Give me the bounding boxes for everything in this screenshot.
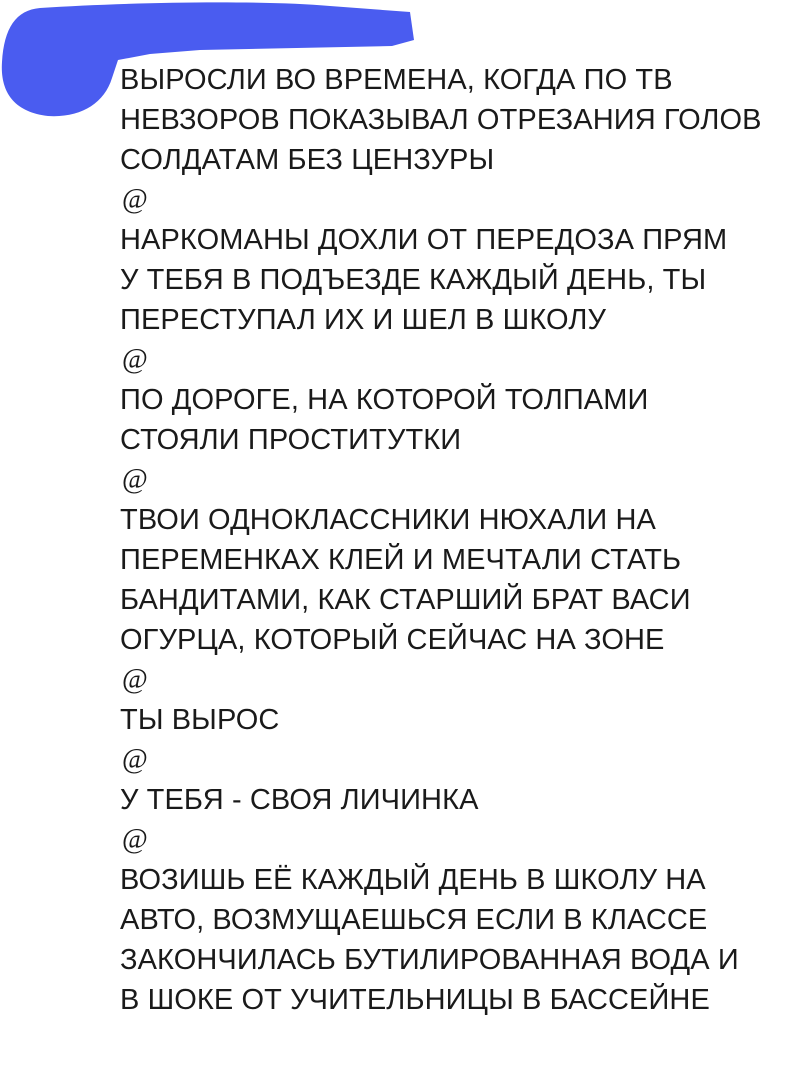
at-separator: @ [122, 744, 148, 775]
post-line: ПО ДОРОГЕ, НА КОТОРОЙ ТОЛПАМИ [120, 384, 649, 416]
post-line: ВЫРОСЛИ ВО ВРЕМЕНА, КОГДА ПО ТВ [120, 64, 673, 96]
post-line: СОЛДАТАМ БЕЗ ЦЕНЗУРЫ [120, 144, 495, 176]
post-line: ПЕРЕСТУПАЛ ИХ И ШЕЛ В ШКОЛУ [120, 304, 606, 336]
post-line: АВТО, ВОЗМУЩАЕШЬСЯ ЕСЛИ В КЛАССЕ [120, 904, 708, 936]
at-separator: @ [122, 184, 148, 215]
at-separator: @ [122, 664, 148, 695]
post-line: НЕВЗОРОВ ПОКАЗЫВАЛ ОТРЕЗАНИЯ ГОЛОВ [120, 104, 762, 136]
post-line: У ТЕБЯ В ПОДЪЕЗДЕ КАЖДЫЙ ДЕНЬ, ТЫ [120, 264, 707, 296]
post-line: ТВОИ ОДНОКЛАССНИКИ НЮХАЛИ НА [120, 504, 656, 536]
post-text [120, 60, 780, 1020]
post-line: БАНДИТАМИ, КАК СТАРШИЙ БРАТ ВАСИ [120, 584, 691, 616]
at-separator: @ [122, 344, 148, 375]
post-line: В ШОКЕ ОТ УЧИТЕЛЬНИЦЫ В БАССЕЙНЕ [120, 984, 710, 1016]
at-separator: @ [122, 824, 148, 855]
post-line: НАРКОМАНЫ ДОХЛИ ОТ ПЕРЕДОЗА ПРЯМ [120, 224, 728, 256]
post-line: ПЕРЕМЕНКАХ КЛЕЙ И МЕЧТАЛИ СТАТЬ [120, 544, 682, 576]
post-line: ВОЗИШЬ ЕЁ КАЖДЫЙ ДЕНЬ В ШКОЛУ НА [120, 864, 706, 896]
post-line: ТЫ ВЫРОС [120, 704, 280, 736]
post-line: ОГУРЦА, КОТОРЫЙ СЕЙЧАС НА ЗОНЕ [120, 624, 665, 656]
post-line: ЗАКОНЧИЛАСЬ БУТИЛИРОВАННАЯ ВОДА И [120, 944, 739, 976]
post-line: У ТЕБЯ - СВОЯ ЛИЧИНКА [120, 784, 479, 816]
at-separator: @ [122, 464, 148, 495]
post-line: СТОЯЛИ ПРОСТИТУТКИ [120, 424, 462, 456]
